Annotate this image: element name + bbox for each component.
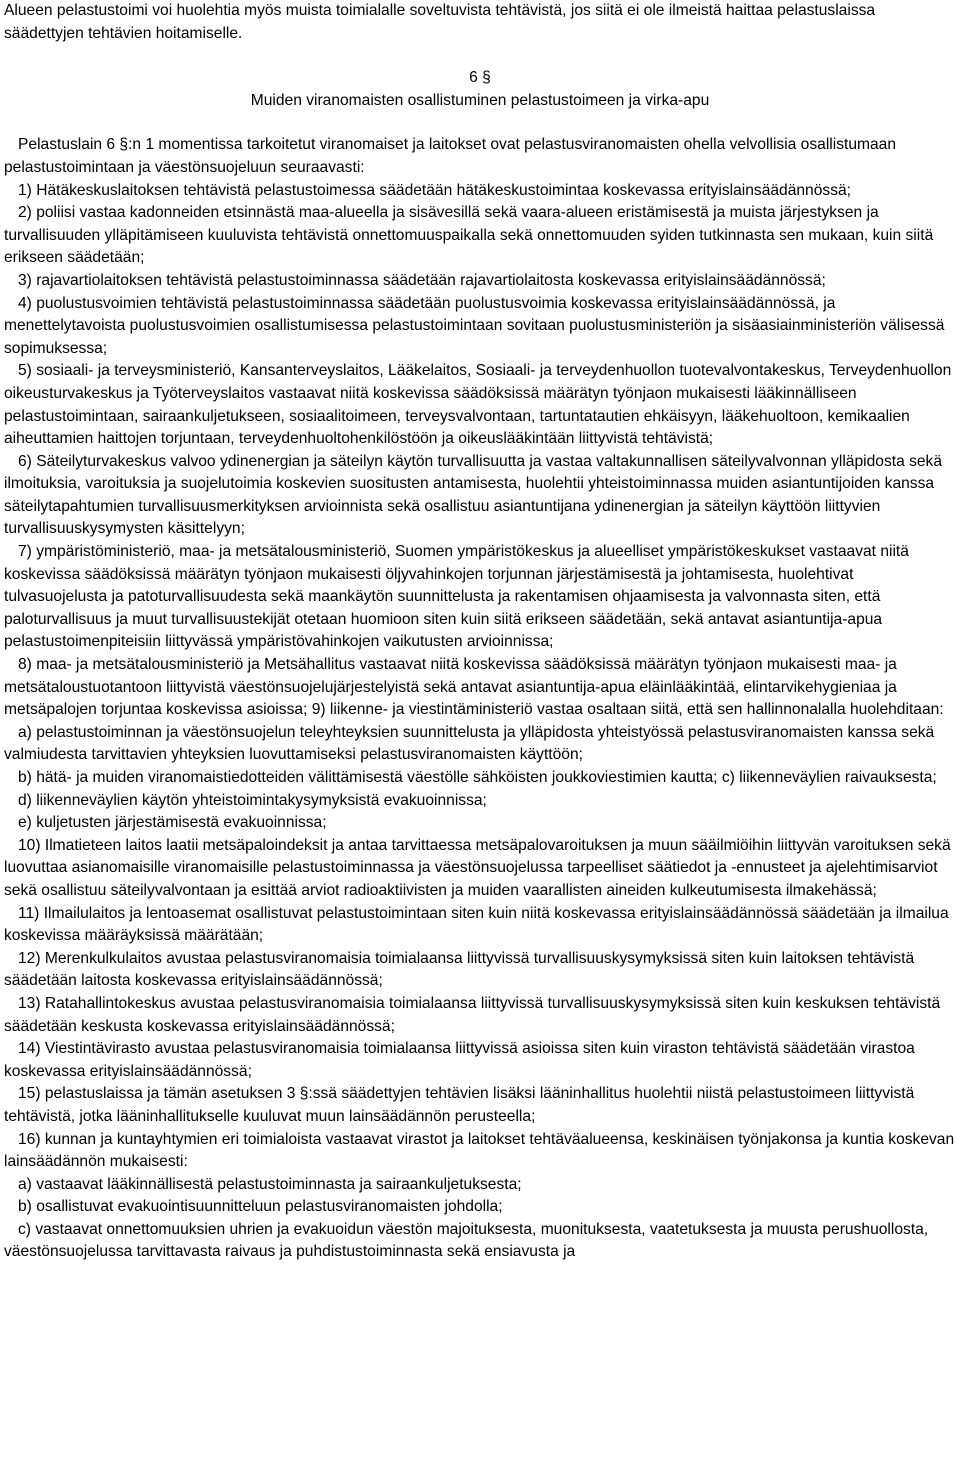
- list-item: 10) Ilmatieteen laitos laatii metsäpaloindeksit ja antaa tarvittaessa metsäpalovaroituksen ja muun sääilmiöihin liittyvän varoituksen sekä luovuttaa asianomaisille viranomaisille pelastustoiminnassa ja väestönsuojelussa tarpeelliset säätiedot ja -ennusteet ja ajelehtimisarviot sekä osallistuu säteilyvalvontaan ja esittää arviot radioaktiivisten ja muiden vaarallisten aineiden kulkeutumisesta ilmakehässä;: [4, 836, 951, 899]
- section-title: Muiden viranomaisten osallistuminen pelastustoimeen ja virka-apu: [250, 91, 710, 109]
- list-item: 1) Hätäkeskuslaitoksen tehtävistä pelastustoimessa säädetään hätäkeskustoimintaa koskevassa erityislainsäädännössä;: [18, 181, 851, 199]
- intro-paragraph: Alueen pelastustoimi voi huolehtia myös muista toimialalle soveltuvista tehtävistä, jos siitä ei ole ilmeistä haittaa pelastuslaissa säädettyjen tehtävien hoitamiselle.: [4, 2, 876, 42]
- list-item: 12) Merenkulkulaitos avustaa pelastusviranomaisia toimialaansa liittyvissä turvallisuuskysymyksissä siten kuin laitoksen tehtävistä säädetään laitosta koskevassa erityislainsäädännössä;: [4, 949, 915, 990]
- list-item: 5) sosiaali- ja terveysministeriö, Kansanterveyslaitos, Lääkelaitos, Sosiaali- ja terveydenhuollon tuotevalvontakeskus, Terveydenhuollon oikeusturvakeskus ja Työterveyslaitos vastaavat niitä koskevissa säädöksissä määrätyn työnjaon mukaisesti lääkinnälliseen pelastustoimintaan, sairaankuljetukseen, sosiaalitoimeen, terveysvalvontaan, tartuntatautien ehkäisyyn, lääkehuoltoon, kemikaalien aiheuttamien haittojen torjuntaan, terveydenhuoltohenkilöstöön ja oikeuslääkintään liittyvistä tehtävistä;: [4, 362, 952, 448]
- lead-paragraph: Pelastuslain 6 §:n 1 momentissa tarkoitetut viranomaiset ja laitokset ovat pelastusviranomaisten ohella velvollisia osallistumaan pelastustoimintaan ja väestönsuojeluun seuraavasti:: [4, 136, 897, 176]
- list-item: c) vastaavat onnettomuuksien uhrien ja evakuoidun väestön majoituksesta, muonituksesta, vaatetuksesta ja muusta perushuollosta, väestönsuojelussa tarvittavasta raivaus ja puhdistustoiminnasta sekä ensiavusta ja: [4, 1220, 929, 1261]
- list-item: 16) kunnan ja kuntayhtymien eri toimialoista vastaavat virastot ja laitokset tehtäväalueensa, keskinäisen työnjakonsa ja kuntia koskevan lainsäädännön mukaisesti:: [4, 1130, 955, 1171]
- list-item: 3) rajavartiolaitoksen tehtävistä pelastustoiminnassa säädetään rajavartiolaitosta koskevassa erityislainsäädännössä;: [18, 271, 826, 289]
- list-item: a) pelastustoiminnan ja väestönsuojelun teleyhteyksien suunnittelusta ja ylläpidosta yhteistyössä pelastusviranomaisten kanssa sekä valmiudesta tarvittavien yhteyksien luovuttamiseksi pelastusviranomaisten käyttöön;: [4, 723, 935, 764]
- section-number: 6 §: [469, 69, 491, 87]
- list-item: 11) Ilmailulaitos ja lentoasemat osallistuvat pelastustoimintaan siten kuin niitä koskevassa erityislainsäädännössä säädetään ja ilmailua koskevissa määräyksissä määrätään;: [4, 904, 949, 945]
- list-item: 14) Viestintävirasto avustaa pelastusviranomaisia toimialaansa liittyvissä asioissa siten kuin viraston tehtävistä säädetään virastoa koskevassa erityislainsäädännössä;: [4, 1040, 915, 1080]
- list-item: d) liikenneväylien käytön yhteistoimintakysymyksistä evakuoinnissa;: [18, 791, 487, 809]
- list-item: 8) maa- ja metsätalousministeriö ja Metsähallitus vastaavat niitä koskevissa säädöksissä määrätyn työnjaon mukaisesti maa- ja metsätaloustuotantoon liittyvistä väestönsuojelujärjestelyistä sekä antavat asiantuntija-apua eläinlääkintää, elintarvikehygieniaa ja metsäpalojen torjuntaa koskevissa asioissa; 9) liikenne- ja viestintäministeriö vastaa osaltaan siitä, että sen hallinnonalalla huolehditaan:: [4, 656, 944, 719]
- list-item: 2) poliisi vastaa kadonneiden etsinnästä maa-alueella ja sisävesillä sekä vaara-alueen eristämisestä ja muista järjestyksen ja turvallisuuden ylläpitämiseen kuuluvista tehtävistä onnettomuuspaikalla sekä onnettomuuden syiden tutkinnasta sen mukaan, kuin siitä erikseen säädetään;: [4, 204, 934, 267]
- list-item: b) osallistuvat evakuointisuunnitteluun pelastusviranomaisten johdolla;: [18, 1198, 503, 1216]
- list-item: 15) pelastuslaissa ja tämän asetuksen 3 §:ssä säädettyjen tehtävien lisäksi lääninhallitus huolehtii niistä pelastustoimeen liittyvistä tehtävistä, jotka lääninhallitukselle kuuluvat muun lainsäädännön perusteella;: [4, 1085, 915, 1125]
- list-item: b) hätä- ja muiden viranomaistiedotteiden välittämisestä väestölle sähköisten joukkoviestimien kautta; c) liikenneväylien raivauksesta;: [18, 769, 937, 786]
- list-item: 13) Ratahallintokeskus avustaa pelastusviranomaisia toimialaansa liittyvissä turvallisuuskysymyksissä siten kuin keskuksen tehtävistä säädetään keskusta koskevassa erityislainsäädännössä;: [4, 994, 941, 1035]
- list-item: 4) puolustusvoimien tehtävistä pelastustoiminnassa säädetään puolustusvoimia koskevassa erityislainsäädännössä, ja menettelytavoista puolustusvoimien osallistumisessa pelastustoimintaan sovitaan puolustusministeriön ja sisäasiainministeriön välisessä sopimuksessa;: [4, 294, 945, 357]
- list-item: 7) ympäristöministeriö, maa- ja metsätalousministeriö, Suomen ympäristökeskus ja alueelliset ympäristökeskukset vastaavat niitä koskevissa säädöksissä määrätyn työnjaon mukaisesti öljyvahinkojen torjunnan järjestämisestä ja johtamisesta, huolehtivat tulvasuojelusta ja patoturvallisuudesta sekä maankäytön suunnittelusta ja rakentamisen ohjaamisesta ja valvonnasta siten, että paloturvallisuus ja muut turvallisuustekijät otetaan huomioon siten kuin siitä erikseen säädetään, sekä antavat asiantuntija-apua pelastustoimenpiteisiin liittyvässä ympäristövahinkojen vaikutusten arvioinnissa;: [4, 543, 909, 651]
- list-item: 6) Säteilyturvakeskus valvoo ydinenergian ja säteilyn käytön turvallisuutta ja vastaa valtakunnallisen säteilyvalvonnan ylläpidosta sekä ilmoituksia, varoituksia ja suojelutoimia koskevien suositusten antamisesta, huolehtii yhteistoiminnassa muiden asiantuntijoiden kanssa säteilytapahtumien turvallisuusmerkityksen arvioinnista sekä osallistuu asiantuntijana ydinenergian ja säteilyn käyttöön liittyvien turvallisuuskysymysten käsittelyyn;: [4, 452, 943, 538]
- list-item: e) kuljetusten järjestämisestä evakuoinnissa;: [18, 814, 327, 832]
- list-item: a) vastaavat lääkinnällisestä pelastustoiminnasta ja sairaankuljetuksesta;: [18, 1175, 522, 1193]
